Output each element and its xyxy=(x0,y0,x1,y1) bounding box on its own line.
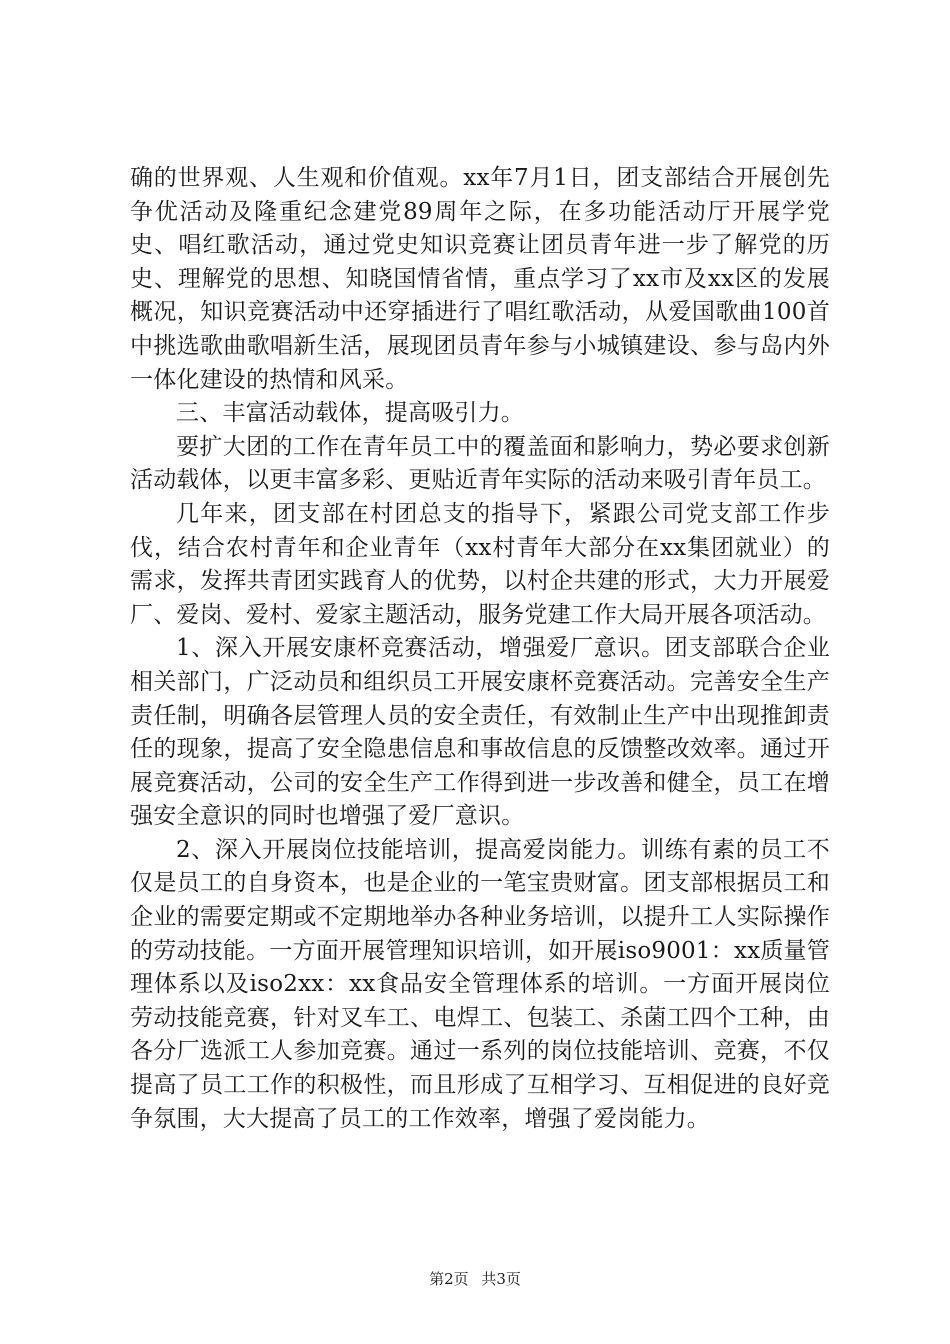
paragraph: 要扩大团的工作在青年员工中的覆盖面和影响力，势必要求创新活动载体，以更丰富多彩、更贴近青年实际的活动来吸引青年员工。 xyxy=(130,433,830,494)
section-heading: 三、丰富活动载体，提高吸引力。 xyxy=(176,400,524,427)
paragraph: 2、深入开展岗位技能培训，提高爱岗能力。训练有素的员工不仅是员工的自身资本，也是企业的一笔宝贵财富。团支部根据员工和企业的需要定期或不定期地举办各种业务培训，以提升工人实际操作的劳动技能。一方面开展管理知识培训，如开展iso9001：xx质量管理体系以及iso2xx：xx食品安全管理体系的培训。一方面开展岗位劳动技能竞赛，针对叉车工、电焊工、包装工、杀菌工四个工种，由各分厂选派工人参加竞赛。通过一系列的岗位技能培训、竞赛，不仅提高了员工工作的积极性，而且形成了互相学习、互相促进的良好竞争氛围，大大提高了员工的工作效率，增强了爱岗能力。 xyxy=(130,836,830,1132)
paragraph: 1、深入开展安康杯竞赛活动，增强爱厂意识。团支部联合企业相关部门，广泛动员和组织员工开展安康杯竞赛活动。完善安全生产责任制，明确各层管理人员的安全责任，有效制止生产中出现推卸责任的现象，提高了安全隐患信息和事故信息的反馈整改效率。通过开展竞赛活动，公司的安全生产工作得到进一步改善和健全，员工在增强安全意识的同时也增强了爱厂意识。 xyxy=(130,635,830,830)
page-number: 第2页 xyxy=(429,1270,469,1288)
document-body xyxy=(130,162,830,1136)
paragraph-continuation: 确的世界观、人生观和价值观。xx年7月1日，团支部结合开展创先争优活动及隆重纪念建党89周年之际，在多功能活动厅开展学党史、唱红歌活动，通过党史知识竞赛让团员青年进一步了解党的历史、理解党的思想、知晓国情省情，重点学习了xx市及xx区的发展概况，知识竞赛活动中还穿插进行了唱红歌活动，从爱国歌曲100首中挑选歌曲歌唱新生活，展现团员青年参与小城镇建设、参与岛内外一体化建设的热情和风采。 xyxy=(130,165,830,393)
page-total: 共3页 xyxy=(481,1270,521,1288)
page-footer xyxy=(0,1268,950,1289)
paragraph: 几年来，团支部在村团总支的指导下，紧跟公司党支部工作步伐，结合农村青年和企业青年（xx村青年大部分在xx集团就业）的需求，发挥共青团实践育人的优势，以村企共建的形式，大力开展爱厂、爱岗、爱村、爱家主题活动，服务党建工作大局开展各项活动。 xyxy=(130,500,830,628)
